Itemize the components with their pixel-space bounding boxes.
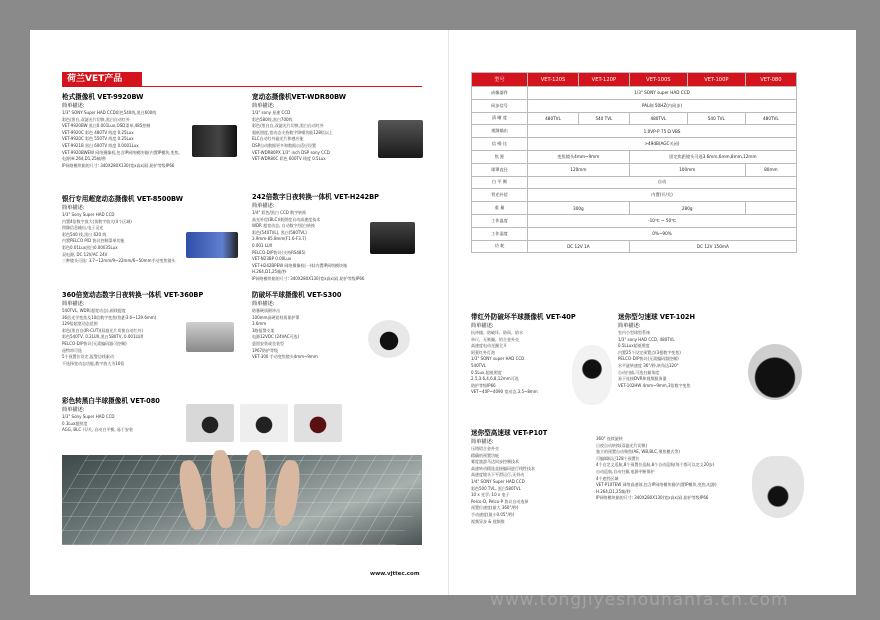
- product-block: [62, 290, 204, 367]
- table-cell: 480TVL: [745, 112, 796, 125]
- table-cell: >49dB(AGC关闭): [528, 138, 797, 151]
- spec-line: 1/3" Sony Super HAD CCD: [62, 414, 115, 419]
- spec-line: 129倍超宽动态范围: [62, 321, 98, 327]
- spec-line: 内置4倍数字放大(顶数字放大(4个区域): [62, 218, 132, 224]
- product-image: [752, 456, 804, 518]
- spec-line: DSP自动数据更多和数据自适应设置: [252, 142, 317, 148]
- row-label: 功 耗: [472, 240, 528, 253]
- table-cell: -10℃ ~ 50℃: [528, 214, 797, 227]
- spec-line: 高速度电动光圈全开: [471, 343, 507, 349]
- product-block: [252, 192, 380, 283]
- product-title: 360倍宽动态数字日夜转换一体机 VET-360BP: [62, 291, 204, 299]
- row-label: 同步信号: [472, 99, 528, 112]
- spec-line: 防暴硬质耐冲击: [252, 308, 280, 313]
- table-cell: 固定焦距镜头可选3.6mm,6mm,8mm,12mm: [629, 150, 796, 163]
- spec-line: VET-9921B 黑白 600TV 线度 0.0001Lux: [62, 142, 139, 148]
- row-label: 视频输出: [472, 125, 528, 138]
- spec-line: 3.9mm-85.8mm(F1.6-F3.7): [252, 236, 307, 242]
- product-block: [252, 290, 380, 361]
- table-row: [472, 176, 797, 189]
- row-label: 工作温度: [472, 214, 528, 227]
- spec-line: 高光补偿(BLC)/低照度自动高速度技术: [252, 216, 321, 222]
- spec-line: 双电源, DC 12V/AC 24V: [62, 251, 108, 257]
- product-image: [370, 222, 415, 254]
- spec-line: IP网络模块箱的尺寸: 340X280X130(宽x高x深),防护等级IP66: [596, 495, 709, 501]
- product-title: 防破坏半球摄像机 VET-S300: [252, 291, 342, 299]
- spec-line: 1/3" SONY super HAD CCD: [471, 356, 525, 362]
- row-label: 清 晰 度: [472, 112, 528, 125]
- spec-line: 彩色0.01Lux黑白0.00035Lux: [62, 244, 118, 250]
- header-rule: [62, 86, 422, 87]
- spec-line: AGG, BLC 开/关, 自动白平衡, 易于安装: [62, 427, 133, 433]
- table-cell: 0%~90%: [528, 227, 797, 240]
- table-row: [472, 227, 797, 240]
- spec-line: 室内小型球型系统: [618, 330, 650, 335]
- keyboard-photo: [62, 455, 422, 545]
- product-subtitle: 简单描述:: [62, 301, 85, 307]
- spec-line: VET-9920BW 黑白0.001Lux,OSD菜单,485控制: [62, 123, 151, 129]
- table-row: [472, 112, 797, 125]
- spec-line: 4个遮挡区域: [596, 475, 619, 481]
- spec-line: 不选择宽动态功能,数字放大为10倍: [62, 360, 125, 366]
- product-image: [368, 320, 410, 358]
- spec-line: 4个自定义巡航,8个预置位巡航,8个自动巡航(每个都可以定义20步): [596, 462, 715, 468]
- spec-line: 彩色580线,黑白700线: [252, 116, 293, 122]
- product-image: [192, 125, 237, 157]
- row-label: 白 平 衡: [472, 176, 528, 189]
- spec-line: 100mm高硬铝材质保护罩: [252, 314, 300, 320]
- spec-line: 3路报警支架: [252, 327, 275, 333]
- product-subtitle: 简单描述:: [252, 301, 275, 307]
- product-title: 迷你型匀速球 VET-102H: [618, 313, 696, 321]
- product-subtitle: 简单描述:: [62, 205, 85, 211]
- table-header-cell: VET-120P: [579, 73, 630, 87]
- product-block: [471, 428, 591, 525]
- spec-line: 遥特串可选: [62, 347, 82, 353]
- product-subtitle: 简单描述:: [252, 203, 275, 209]
- spec-line: VET-9920BWEW 网络摄像机,包含IP网络模块箱(内置IP模块,变焦,: [62, 149, 180, 155]
- spec-line: VET-WDR80C 彩色 600TV 线度 0.5Lux: [252, 156, 326, 162]
- table-row: [472, 87, 797, 100]
- product-title: 彩色转黑白半球摄像机 VET-080: [62, 397, 160, 405]
- spec-line: 独立的预置自动聚焦(AE, WB,BLC,聚焦模式等): [596, 449, 680, 455]
- table-row: [472, 214, 797, 227]
- spec-line: 电源)H.264,D1,25帧/秒: [62, 156, 107, 162]
- table-row: [472, 138, 797, 151]
- product-block: [471, 312, 581, 396]
- spec-line: VET-102HW 4mm~9mm,3倍数字变焦: [618, 382, 691, 388]
- product-subtitle: 简单描述:: [62, 407, 85, 413]
- spec-line: VET-300 手动变焦镜头4mm~9mm: [252, 354, 318, 360]
- spec-line: 0.5LLux超低照度: [618, 343, 650, 349]
- spec-line: ELC自动红外滤光片和感应能: [252, 136, 304, 142]
- table-cell: 内置(开/关): [528, 189, 797, 202]
- table-row: [472, 163, 797, 176]
- spec-line: 1P67防护等级: [252, 347, 279, 353]
- product-image: [240, 404, 288, 442]
- spec-line: PELCO-D/P协议(支持RS485): [252, 249, 306, 255]
- table-row: [472, 202, 797, 215]
- table-cell: 280g: [629, 202, 745, 215]
- row-label: 重 量: [472, 202, 528, 215]
- table-cell: 300g: [528, 202, 630, 215]
- table-cell: 变焦镜头4mm~9mm: [528, 150, 630, 163]
- spec-line: 雾度旅游马达同步控制技术: [471, 459, 519, 465]
- spec-line: 1/4" 彩色/黑白 CCD 数字转换: [252, 210, 307, 215]
- spec-line: 防护等级IP66: [471, 382, 496, 388]
- spec-line: 1/3" Sony Super HAD CCD: [62, 212, 115, 217]
- spec-line: 自动巡航,自动扫描,电源中断保护: [596, 468, 655, 474]
- table-header-row: [472, 73, 797, 87]
- table-row: [472, 240, 797, 253]
- spec-line: 内置PELCO P/D 协议控制菜单功能: [62, 238, 125, 244]
- product-title: 宽动态摄像机VET-WDR80BW: [252, 93, 347, 101]
- spec-line: 超低照度,宽动态支持数字降噪功能128倍以上: [252, 129, 333, 135]
- row-label: 工作湿度: [472, 227, 528, 240]
- spec-line: 540TVL: [471, 362, 487, 368]
- table-cell: DC 12V 1A: [528, 240, 630, 253]
- table-row: [472, 150, 797, 163]
- spec-line: 1/4" SONY Super HAD CCD: [471, 478, 525, 484]
- spec-line: 360° 连续旋转: [596, 436, 623, 441]
- row-label: 背光补偿: [472, 189, 528, 202]
- product-block: [618, 312, 738, 389]
- spec-line: VET-WDR80PX 1/3" inch DSP sony CCD: [252, 149, 330, 155]
- table-header-cell: VET-100S: [629, 73, 687, 87]
- table-cell: 480TVL: [629, 112, 687, 125]
- spec-line: 彩色/黑白自(IR-CUT)(双滤光片切换自动红外): [62, 327, 143, 333]
- row-label: 焦 距: [472, 150, 528, 163]
- spec-line: 电源12VDC (24VAC可选): [252, 334, 300, 340]
- table-row: [472, 99, 797, 112]
- product-image: [186, 404, 234, 442]
- spec-line: WDR 超宽动态, 自动数字/黑白转换: [252, 223, 315, 229]
- table-header-cell: VET-100P: [687, 73, 745, 87]
- table-cell: 80mm: [745, 163, 796, 176]
- product-title: 枪式摄像机 VET-9920BW: [62, 93, 144, 101]
- table-cell: 540 TVL: [687, 112, 745, 125]
- product-image: [186, 232, 238, 258]
- spec-line: H.264,D1,25帧/秒: [596, 488, 631, 494]
- spec-line: 单尺、无吸圈、铝合金外壳: [471, 336, 519, 342]
- table-header-cell: VET-080: [745, 73, 796, 87]
- row-label: 信 噪 比: [472, 138, 528, 151]
- spec-line: 日夜自动转换(双滤光片切换): [596, 442, 648, 448]
- page-fold: [448, 30, 449, 595]
- table-cell: 540 TVL: [579, 112, 630, 125]
- table-cell: DC 12V 150mA: [629, 240, 796, 253]
- spec-line: 彩色540 线,黑白 620 线: [62, 231, 107, 237]
- spec-line: 彩色/黑白,双滤光片切换,黑白自动红外: [62, 116, 130, 122]
- table-cell: 100mm: [629, 163, 745, 176]
- table-cell: PAL制 50HZ(内同步): [528, 99, 797, 112]
- product-title: 242倍数字日夜转换一体机 VET-H242BP: [252, 193, 380, 201]
- product-image: [186, 322, 234, 352]
- spec-line: 阿莱红外灯泡: [471, 349, 495, 355]
- spec-line: 高速度镜头下平滑运行,无抖动: [471, 472, 525, 478]
- spec-line: 三种镜头可选: 3.7~12mm/9~22mm/6~50mm手动变焦镜头: [62, 258, 176, 264]
- spec-line: 彩色500 TVL, 黑白580TVL: [471, 485, 521, 491]
- spec-table: [471, 72, 797, 253]
- spec-line: 易于连接DVR和视频服务器: [618, 376, 667, 382]
- spec-line: VET-9920C 彩色 550TV 线度 0.25Lux: [62, 136, 134, 142]
- keyboard-keys: [36, 455, 448, 545]
- product-image: [748, 344, 802, 400]
- product-subtitle: 简单描述:: [471, 323, 494, 329]
- product-title: 带红外防破坏半球摄像机 VET-40P: [471, 313, 576, 321]
- spec-line: 压铸铝合金外壳: [471, 446, 499, 451]
- product-block: [62, 194, 190, 265]
- spec-line: 0.001 LUX: [252, 242, 273, 248]
- spec-line: 540TVL, WDR(超宽动态),画线提度: [62, 308, 126, 313]
- watermark: www.tongjiyeshounanfa.cn.com: [490, 590, 789, 610]
- spec-line: VET-P10TEW 网络高速球,包含IP网络模块箱(内置IP模块,变焦,电源): [596, 482, 717, 488]
- spec-line: 水平旋转速度 36°/秒,转角达320°: [618, 362, 679, 368]
- spec-line: VET-9920C 彩色 480TV 线度 0.25Lux: [62, 129, 134, 135]
- spec-line: 高速转动精选直接编码进行线性技术: [471, 465, 535, 471]
- spec-line: 内置25个设定预置点(3根数字变焦): [618, 349, 681, 355]
- row-label: 球罩直径: [472, 163, 528, 176]
- table-header-cell: 型号: [472, 73, 528, 87]
- table-cell: 1.0VP-P 75 Ω VBS: [528, 125, 797, 138]
- table-cell: 120mm: [528, 163, 630, 176]
- spec-line: IP网络模块箱的尺寸: 340X280X130(宽x高x深),防护等级IP66: [62, 162, 175, 168]
- product-subtitle: 简单描述:: [252, 103, 275, 109]
- product-subtitle: 简单描述:: [618, 323, 641, 329]
- spec-line: 视频异步 & 视频推: [471, 518, 505, 524]
- spec-line: 1/3" SONY Super HAD CCD彩色540线,黑白600线: [62, 110, 157, 115]
- table-cell: [745, 202, 796, 215]
- spec-line: PELCO-D/P协议(无需编码器可控制): [62, 340, 127, 346]
- spec-line: 精确的预置功能: [471, 452, 499, 458]
- spec-line: VET~40P~4090 宽动态,3.5~8mm: [471, 389, 538, 395]
- spec-line: 3.6mm: [252, 321, 267, 327]
- product-block: [596, 436, 746, 502]
- spec-line: 图像信息输出,电子灵光: [62, 225, 104, 231]
- spec-line: 0.3Lux超照度: [62, 420, 88, 426]
- spec-line: Pelco-D, Pelco-P 协议自动选择: [471, 498, 529, 504]
- spec-line: VET-N23BP 0.00Lux: [252, 256, 292, 262]
- spec-line: 手动速度(最小0.05°/秒): [471, 511, 515, 517]
- product-block: [62, 92, 190, 169]
- product-block: [252, 92, 380, 163]
- spec-line: H.264,D1,25帧/秒: [252, 269, 287, 275]
- product-image: [378, 120, 423, 158]
- spec-line: 彩色/黑白自,双滤光片切换,黑白自动红外: [252, 123, 324, 129]
- spec-line: 彩色540TV, 0.2LUX,黑白580TV, 0.001LUX: [62, 334, 144, 340]
- table-row: [472, 189, 797, 202]
- table-header-cell: VET-120S: [528, 73, 579, 87]
- product-subtitle: 简单描述:: [471, 439, 494, 445]
- spec-line: 彩色(540TVL), 黑白(580TVL): [252, 229, 307, 235]
- product-title: 银行专用超宽动态摄像机 VET-8500BW: [62, 195, 183, 203]
- finger: [244, 450, 266, 528]
- spec-line: 自动扫描,可选扫描角度: [618, 369, 660, 375]
- table-cell: 自动: [528, 176, 797, 189]
- spec-line: 悬固安装或坐装型: [252, 340, 284, 346]
- spec-line: 10 x 光学, 10 x 电子: [471, 492, 510, 498]
- product-image: [294, 404, 342, 442]
- spec-line: 1/3" sony HAD CCD, 480TVL: [618, 336, 675, 342]
- row-label: 成像器件: [472, 87, 528, 100]
- spec-line: 抗冲撞、防破坏、防雨、防水: [471, 330, 523, 335]
- product-title: 迷你型高速球 VET-P10T: [471, 429, 548, 437]
- spec-line: 可编辑标记128个预置位: [596, 455, 640, 461]
- section-header: 荷兰VET产品: [62, 72, 142, 86]
- table-cell: 480TVL: [528, 112, 579, 125]
- spec-line: IP网络模块箱的尺寸: 340X280X130(宽x高x深),防护等级IP66: [252, 275, 365, 281]
- spec-line: 0.5Lux,超低照度: [471, 369, 502, 375]
- spec-line: PELCO-D/P协议(无需编码器控制): [618, 356, 679, 362]
- website-url: www.vjttec.com: [370, 571, 420, 577]
- table-cell: 1/3" SONY super HAD CCD: [528, 87, 797, 100]
- product-block: [62, 396, 182, 434]
- spec-line: 5个预置位设定,报警边线驱动: [62, 354, 114, 360]
- spec-line: 36倍光学变焦及10倍数字变焦(焦距3.6~129.6mm): [62, 314, 157, 320]
- spec-line: 1/3" sony 星速 CCD: [252, 110, 291, 115]
- spec-line: 预置位速度(最大 360°/秒): [471, 505, 519, 511]
- product-image: [572, 345, 612, 405]
- table-row: [472, 125, 797, 138]
- spec-line: VET-H242BPEW 网络摄像机(一体)内置IP网络模块箱: [252, 262, 348, 268]
- product-subtitle: 简单描述:: [62, 103, 85, 109]
- spec-line: 2.5,3.6,4,6,8,12mm可选: [471, 376, 519, 382]
